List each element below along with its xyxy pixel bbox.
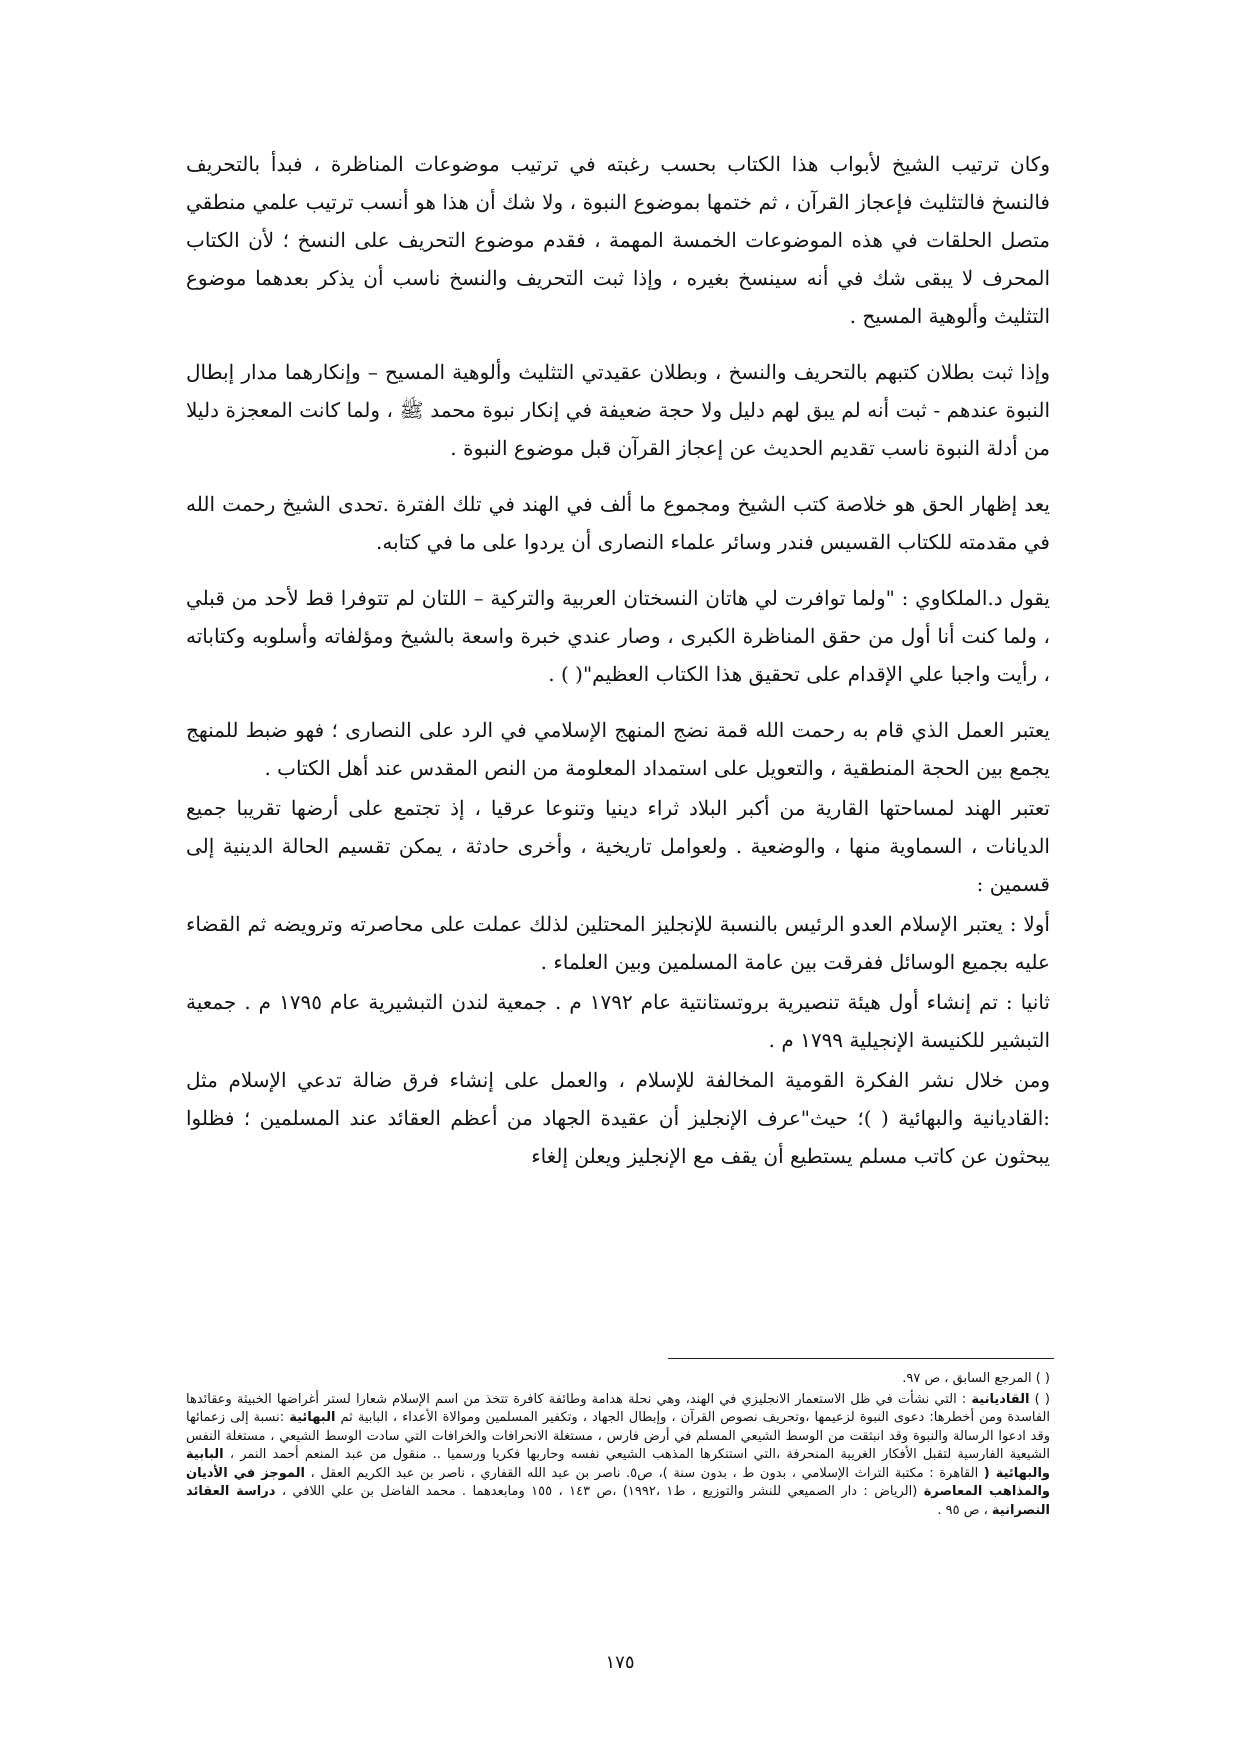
paragraph-7: أولا : يعتبر الإسلام العدو الرئيس بالنسبة للإنجليز المحتلين لذلك عملت على محاصرته وترويضه ثم القضاء عليه بجميع الوسائل ففرقت بين عامة المسلمين وبين العلماء . [186,912,1050,974]
paragraph-8: ثانيا : تم إنشاء أول هيئة تنصيرية بروتستانتية عام ١٧٩٢ م . جمعية لندن التبشيرية عام ١٧٩٥ م . جمعية التبشير للكنيسة الإنجيلية ١٧٩٩ م . [186,990,1050,1052]
footnote-2-text-2: :نسبة إلى زعمائها وقد ادعوا الرسالة والنبوة وقد انبثقت من الوسط الشيعي المسلم في أرض فارس ، مستغلة الانحرافات والخرافات التي سادت الوسط الشيعي ، مستغلة النفس الشيعية الفارسية لتقبل الأفكار الغريبة المنحرفة ،التي استنكرها المذهب الشيعي نفسه وحاربها فكريا ورسميا .. منقول من عبد المنعم أحمد النمر ، [186,1410,1051,1462]
footnote-separator [668,1358,1054,1359]
paragraph-9: ومن خلال نشر الفكرة القومية المخالفة للإسلام ، والعمل على إنشاء فرق ضالة تدعي الإسلام مثل :القاديانية والبهائية ( )؛ حيث"عرف الإنجليز أن عقيدة الجهاد من أعظم العقائد عند المسلمين ؛ فظلوا يبحثون عن كاتب مسلم يستطيع أن يقف مع الإنجليز ويعلن إلغاء [186,1068,1050,1168]
footnote-2-text-4: (الرياض : دار الصميعي للنشر والتوزيع ، ط١ ،١٩٩٢) ،ص ١٤٣ ، ١٥٥ ومابعدهما . محمد الفاضل بن علي اللافي ، [281,1484,918,1499]
footnote-2-text-1: : التي نشأت في ظل الاستعمار الانجليزي في الهند، وهي نحلة هدامة وطائفة كافرة تتخذ من اسم الإسلام شعارا لستر أغراضها الخبيثة وعقائدها الفاسدة ومن أخطرها: دعوى النبوة لزعيمها ،وتحريف نصوص القرآن ، وإبطال الجهاد ، وتكفير المسلمين وموالاة الأعداء ، البابية ثم [186,1391,1050,1425]
footnotes [186,1370,1050,1522]
footnote-term-babiyya-book: البابية والبهائية ( [186,1447,1050,1481]
paragraph-5: يعتبر العمل الذي قام به رحمت الله قمة نضج المنهج الإسلامي في الرد على النصارى ؛ فهو ضبط للمنهج يجمع بين الحجة المنطقية ، والتعويل على استمداد المعلومة من النص المقدس عند أهل الكتاب . [186,718,1050,780]
paragraph-1: وكان ترتيب الشيخ لأبواب هذا الكتاب بحسب رغبته في ترتيب موضوعات المناظرة ، فبدأ بالتحريف فالنسخ فالتثليث فإعجاز القرآن ، ثم ختمها بموضوع النبوة ، ولا شك أن هذا هو أنسب ترتيب علمي منطقي متصل الحلقات في هذه الموضوعات الخمسة المهمة ، فقدم موضوع التحريف على النسخ ؛ لأن الكتاب المحرف لا يبقى شك في أنه سينسخ بغيره ، وإذا ثبت التحريف والنسخ ناسب أن يذكر بعدهما موضوع التثليث وألوهية المسيح . [186,152,1050,328]
footnote-2 [186,1391,1050,1521]
footnote-term-bahaiyya: البهائية [289,1410,336,1425]
footnote-1: ( ) المرجع السابق ، ص ٩٧. [902,1371,1050,1386]
footnote-term-mujaz-book: الموجز في الأديان والمذاهب المعاصرة [186,1465,1051,1499]
footnote-2-text-3: القاهرة : مكتبة التراث الإسلامي ، بدون ط ، بدون سنة )، ص٥. ناصر بن عبد الله القفاري ، ناصر بن عبد الكريم العقل ، [310,1465,979,1481]
paragraph-2: وإذا ثبت بطلان كتبهم بالتحريف والنسخ ، وبطلان عقيدتي التثليث وألوهية المسيح – وإنكارهما مدار إبطال النبوة عندهم - ثبت أنه لم يبق لهم دليل ولا حجة ضعيفة في إنكار نبوة محمد ﷺ ، ولما كانت المعجزة دليلا من أدلة النبوة ناسب تقديم الحديث عن إعجاز القرآن قبل موضوع النبوة . [186,360,1050,460]
footnote-2-text-5: ، ص ٩٥ . [937,1502,988,1518]
paragraph-3: يعد إظهار الحق هو خلاصة كتب الشيخ ومجموع ما ألف في الهند في تلك الفترة .تحدى الشيخ رحمت الله في مقدمته للكتاب القسيس فندر وسائر علماء النصارى أن يردوا على ما في كتابه. [186,492,1050,554]
page-number: ١٧٥ [605,1652,635,1673]
footnote-term-qadianiyya: القاديانية [971,1391,1030,1407]
footnote-term-dirasa-book: دراسة العقائد النصرانية [186,1484,1050,1518]
footnote-2-marker: ( ) [1034,1391,1050,1407]
paragraph-4: يقول د.الملكاوي : "ولما توافرت لي هاتان النسختان العربية والتركية – اللتان لم تتوفرا قط لأحد من قبلي ، ولما كنت أنا أول من حقق المناظرة الكبرى ، وصار عندي خبرة واسعة بالشيخ ومؤلفاته وأسلوبه وكتاباته ، رأيت واجبا علي الإقدام على تحقيق هذا الكتاب العظيم"( ) . [186,586,1050,686]
paragraph-6: تعتبر الهند لمساحتها القارية من أكبر البلاد ثراء دينيا وتنوعا عرقيا ، إذ تجتمع على أرضها تقريبا جميع الديانات ، السماوية منها ، والوضعية . ولعوامل تاريخية ، وأخرى حادثة ، يمكن تقسيم الحالة الدينية إلى قسمين : [186,796,1050,896]
main-text [186,145,1050,1177]
